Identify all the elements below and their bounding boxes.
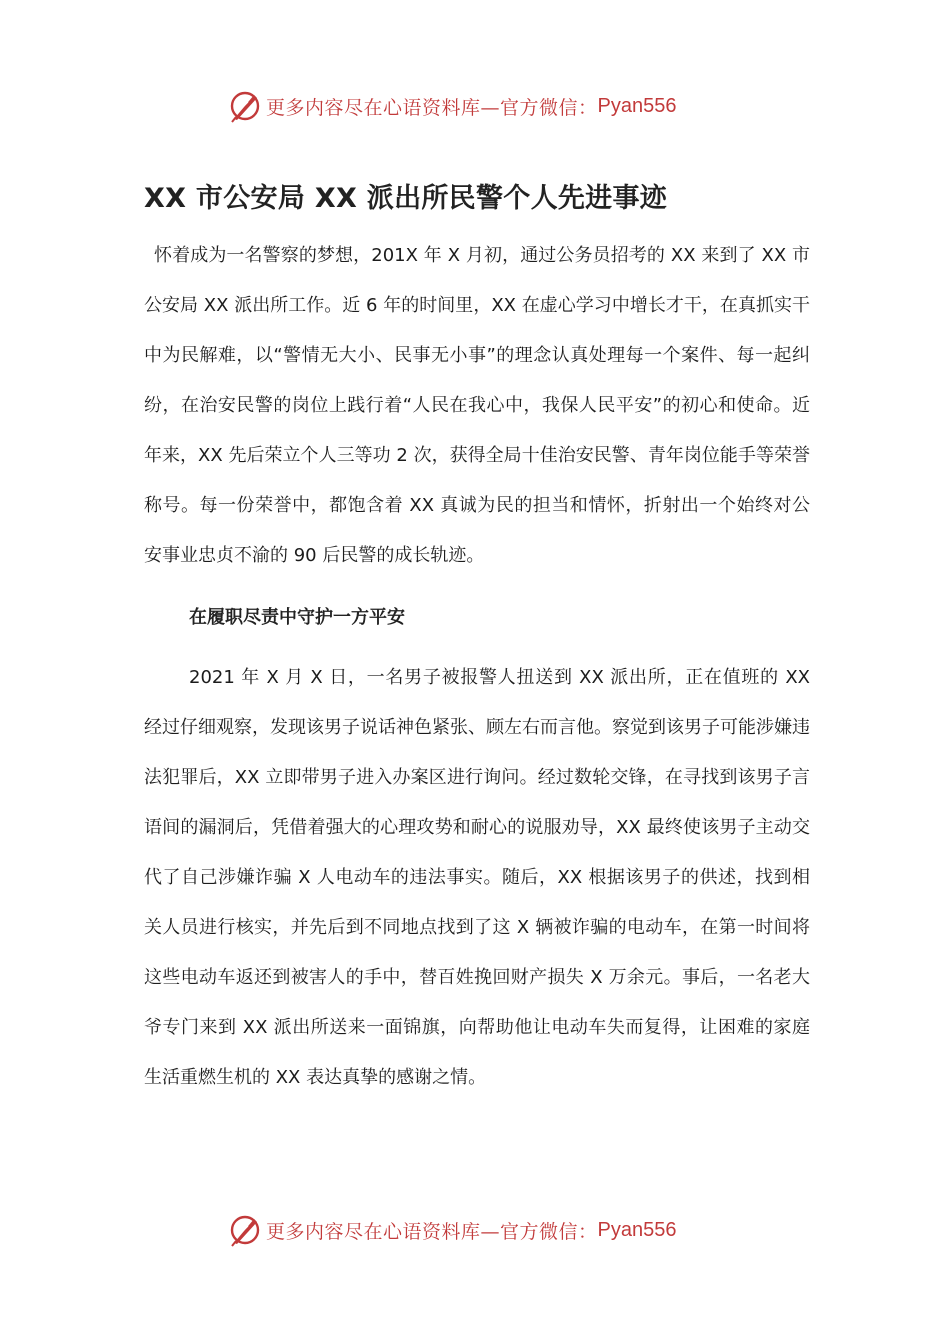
- quill-pen-logo-icon: [228, 1213, 262, 1247]
- section-heading: 在履职尽责中守护一方平安: [189, 607, 405, 628]
- intro-paragraph: 怀着成为一名警察的梦想，201X 年 X 月初，通过公务员招考的 XX 来到了 XX 市公安局 XX 派出所工作。近 6 年的时间里，XX 在虚心学习中增长才干，在真抓实干中为民解难，以“警情无大小、民事无小事”的理念认真处理每一个案件、每一起纠纷，在治安民警的岗位上践行着“人民在我心中，我保人民平安”的初心和使命。近年来，XX 先后荣立个人三等功 2 次，获得全局十佳治安民警、青年岗位能手等荣誉称号。每一份荣誉中，都饱含着 XX 真诚为民的担当和情怀，折射出一个始终对公安事业忠贞不渝的 90 后民警的成长轨迹。: [144, 245, 810, 566]
- header-banner-text: 更多内容尽在心语资料库—官方微信：: [266, 96, 598, 119]
- section-paragraph: 2021 年 X 月 X 日，一名男子被报警人扭送到 XX 派出所，正在值班的 XX 经过仔细观察，发现该男子说话神色紧张、顾左右而言他。察觉到该男子可能涉嫌违法犯罪后，XX 立即带男子进入办案区进行询问。经过数轮交锋，在寻找到该男子言语间的漏洞后，凭借着强大的心理攻势和耐心的说服劝导，XX 最终使该男子主动交代了自己涉嫌诈骗 X 人电动车的违法事实。随后，XX 根据该男子的供述，找到相关人员进行核实，并先后到不同地点找到了这 X 辆被诈骗的电动车，在第一时间将这些电动车返还到被害人的手中，替百姓挽回财产损失 X 万余元。事后，一名老大爷专门来到 XX 派出所送来一面锦旗，向帮助他让电动车失而复得，让困难的家庭生活重燃生机的 XX 表达真挚的感谢之情。: [144, 667, 810, 1088]
- footer-banner-wechat-id: Pyan556: [597, 1218, 677, 1241]
- quill-pen-logo-icon: [228, 89, 262, 123]
- header-banner-wechat-id: Pyan556: [597, 94, 677, 117]
- footer-banner-text: 更多内容尽在心语资料库—官方微信：: [266, 1220, 598, 1243]
- header-banner: [228, 88, 728, 124]
- document-title: XX 市公安局 XX 派出所民警个人先进事迹: [144, 183, 668, 214]
- footer-banner: [228, 1212, 728, 1248]
